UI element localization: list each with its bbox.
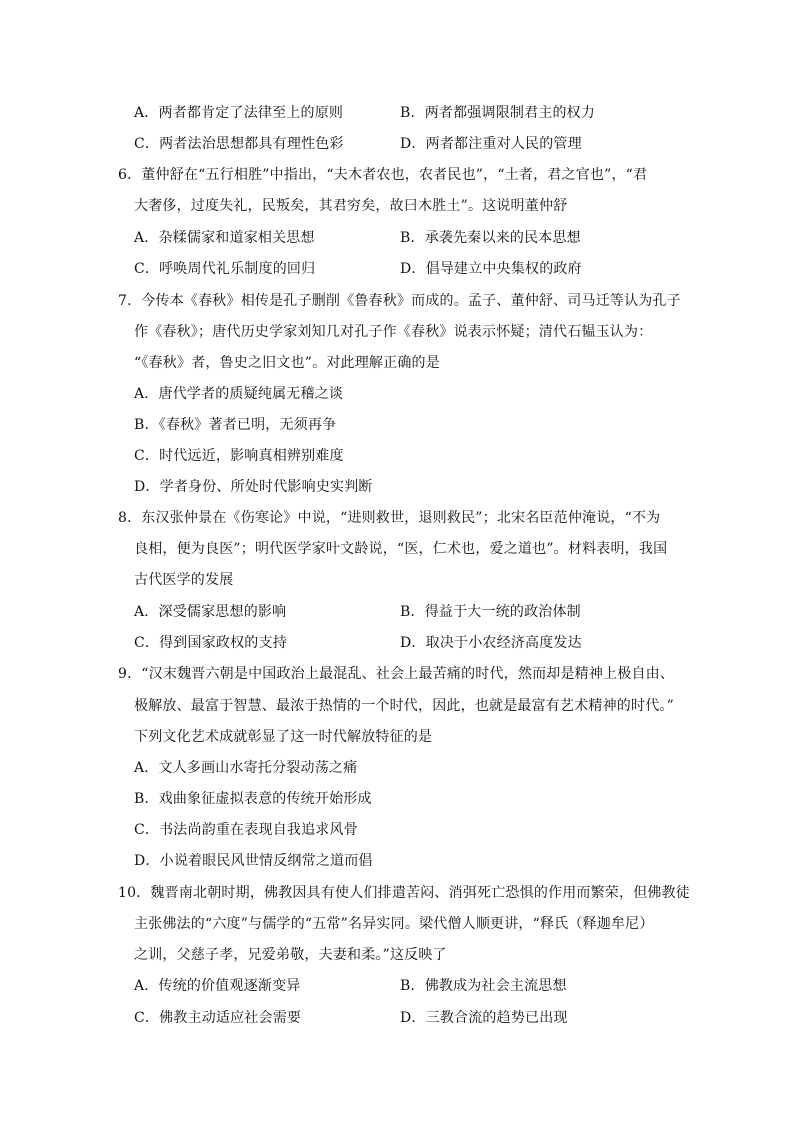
q6-stem-line-1: 6．董仲舒在“五行相胜”中指出，“夫木者农也，农者民也”，“土者，君之官也”，“君 [118, 167, 648, 183]
q8-option-b: B．得益于大一统的政治体制 [400, 604, 581, 620]
q9-option-a: A．文人多画山水寄托分裂动荡之痛 [134, 760, 358, 776]
q5-option-b: B．两者都强调限制君主的权力 [400, 105, 596, 121]
q6-stem-line-2: 大奢侈，过度失礼，民叛矣，其君穷矣，故曰木胜土”。这说明董仲舒 [134, 198, 568, 214]
q9-option-d: D．小说着眼民风世情反纲常之道而倡 [134, 853, 373, 869]
q7-stem-line-3: “《春秋》者，鲁史之旧文也”。对此理解正确的是 [134, 355, 440, 371]
q7-option-d: D．学者身份、所处时代影响史实判断 [134, 479, 373, 495]
q10-option-a: A．传统的价值观逐渐变异 [134, 978, 301, 994]
q6-option-a: A．杂糅儒家和道家相关思想 [134, 230, 315, 246]
q10-stem-line-3: 之训，父慈子孝，兄爱弟敬，夫妻和柔。”这反映了 [134, 947, 447, 963]
q5-option-c: C．两者法治思想都具有理性色彩 [134, 136, 344, 152]
q10-option-b: B．佛教成为社会主流思想 [400, 978, 567, 994]
q8-stem-line-2: 良相，便为良医”；明代医学家叶文龄说，“医，仁术也，爱之道也”。材料表明，我国 [134, 541, 668, 557]
q6-option-c: C．呼唤周代礼乐制度的回归 [134, 261, 316, 277]
q10-option-c: C．佛教主动适应社会需要 [134, 1010, 302, 1026]
q10-option-d: D．三教合流的趋势已出现 [400, 1010, 568, 1026]
q9-stem-line-2: 极解放、最富于智慧、最浓于热情的一个时代，因此，也就是最富有艺术精神的时代。” [134, 698, 674, 714]
q9-stem-line-3: 下列文化艺术成就彰显了这一时代解放特征的是 [134, 729, 433, 745]
q8-stem-line-3: 古代医学的发展 [134, 572, 234, 588]
q7-option-a: A．唐代学者的质疑纯属无稽之谈 [134, 386, 344, 402]
q10-stem-line-1: 10．魏晋南北朝时期，佛教因具有使人们排遣苦闷、消弭死亡恐惧的作用而繁荣，但佛教徒 [118, 885, 691, 901]
q9-option-b: B．戏曲象征虚拟表意的传统开始形成 [134, 791, 372, 807]
q7-stem-line-1: 7．今传本《春秋》相传是孔子删削《鲁春秋》而成的。孟子、董仲舒、司马迁等认为孔子 [118, 293, 681, 309]
q9-option-c: C．书法尚韵重在表现自我追求风骨 [134, 822, 358, 838]
q7-stem-line-2: 作《春秋》；唐代历史学家刘知几对孔子作《春秋》说表示怀疑；清代石韫玉认为： [134, 324, 653, 340]
q7-option-b: B．《春秋》著者已明，无须再争 [134, 417, 337, 433]
q8-option-c: C．得到国家政权的支持 [134, 635, 287, 651]
q6-option-d: D．倡导建立中央集权的政府 [400, 261, 582, 277]
q10-stem-line-2: 主张佛法的“六度”与儒学的“五常”名异实同。梁代僧人顺更讲，“释氏（释迦牟尼） [134, 916, 654, 932]
q9-stem-line-1: 9．“汉末魏晋六朝是中国政治上最混乱、社会上最苦痛的时代，然而却是精神上极自由、 [118, 666, 675, 682]
q6-option-b: B．承袭先秦以来的民本思想 [400, 230, 581, 246]
q8-option-d: D．取决于小农经济高度发达 [400, 635, 582, 651]
q5-option-a: A．两者都肯定了法律至上的原则 [134, 105, 344, 121]
q5-option-d: D．两者都注重对人民的管理 [400, 136, 582, 152]
q8-stem-line-1: 8．东汉张仲景在《伤寒论》中说，“进则救世，退则救民”；北宋名臣范仲淹说，“不为 [118, 510, 661, 526]
q7-option-c: C．时代远近，影响真相辨别难度 [134, 448, 344, 464]
q8-option-a: A．深受儒家思想的影响 [134, 604, 287, 620]
